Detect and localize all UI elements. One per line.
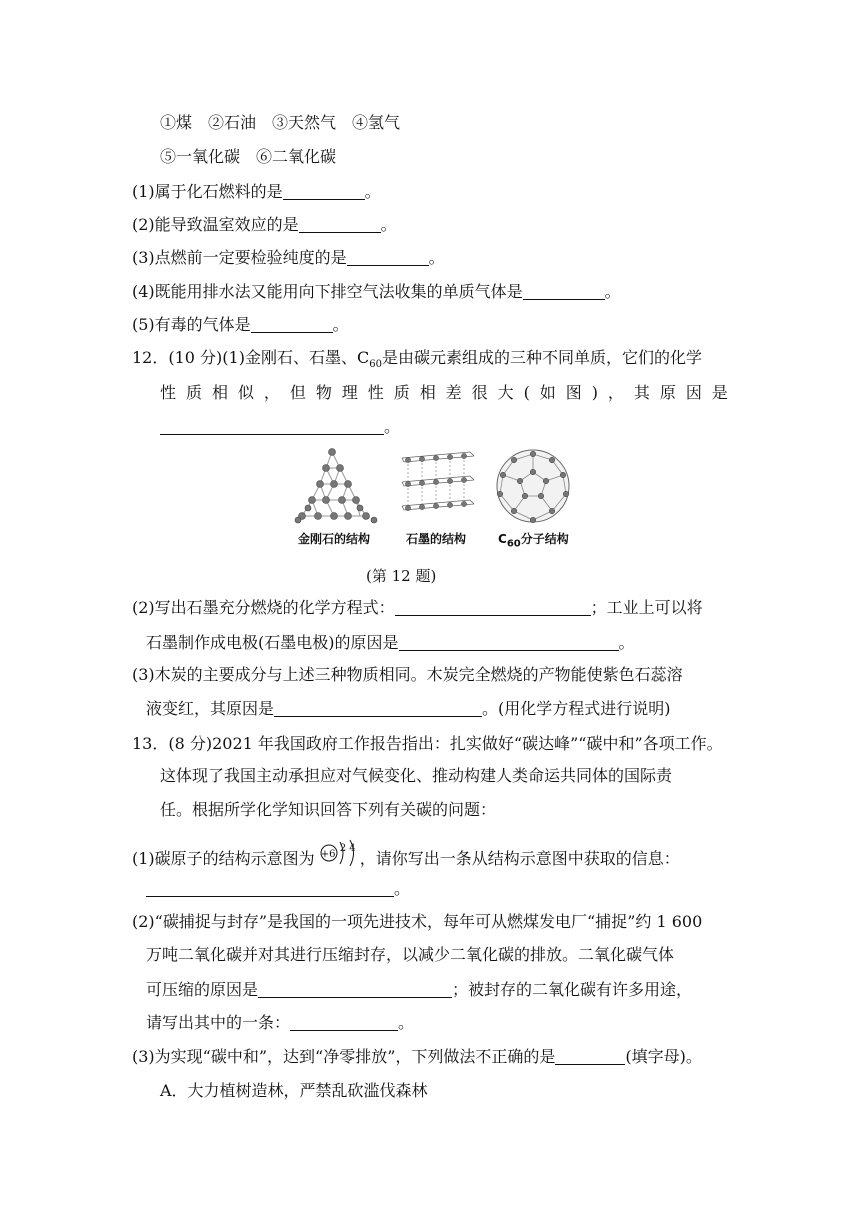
q13-part2-line3 [146, 979, 692, 1001]
q12-line2-char: 理 [341, 383, 358, 402]
answer-blank[interactable] [395, 599, 591, 616]
q11-part3 [132, 247, 445, 269]
q13-part3-a: (3)为实现“碳中和”，达到“净零排放”，下列做法不正确的是 [132, 1047, 556, 1066]
q11-part1 [132, 181, 381, 203]
q12-part3-line2 [146, 698, 671, 720]
q13-line3: 任。根据所学化学知识回答下列有关碳的问题： [160, 800, 497, 819]
atom-structure-diagram [320, 843, 360, 868]
q12-line2-char: ) [591, 383, 598, 402]
q12-line2-char: 但 [289, 383, 306, 402]
q12-part2-c: 石墨制作成电极(石墨电极)的原因是 [146, 633, 399, 652]
electron-shells: 2 4 [339, 843, 356, 854]
q11-part1-text: (1)属于化石燃料的是 [132, 182, 283, 201]
answer-blank[interactable] [274, 700, 482, 717]
q12-part2-a: (2)写出石墨充分燃烧的化学方程式： [132, 598, 395, 617]
q12-line2 [160, 382, 728, 404]
period: 。 [428, 248, 445, 267]
q12-line1-b: 是由碳元素组成的三种不同单质，它们的化学 [381, 348, 702, 367]
q12-line1 [132, 347, 702, 376]
q12-line2-char: 因 [685, 383, 702, 402]
q11-part4-text: (4)既能用排水法又能用向下排空气法收集的单质气体是 [132, 282, 523, 301]
c60-subscript: 60 [369, 359, 382, 371]
q12-line2-char: 质 [185, 383, 202, 402]
q11-part5 [132, 314, 349, 336]
graphite-structure-image [402, 452, 474, 511]
period: 。 [604, 282, 621, 301]
c60-label-text: 分子结构 [520, 532, 569, 546]
q12-line2-char: 物 [315, 383, 332, 402]
period: 。 [394, 879, 411, 898]
options-row-1: ①煤 ②石油 ③天然气 ④氢气 [160, 113, 401, 132]
q12-line2-char: 图 [565, 383, 582, 402]
structures-illustration [290, 448, 580, 528]
q13-part2-c: 可压缩的原因是 [146, 980, 259, 999]
q12-line2-char: ( [523, 383, 530, 402]
q13-line2: 这体现了我国主动承担应对气候变化、推动构建人类命运共同体的国际责 [160, 766, 673, 785]
answer-blank[interactable] [399, 634, 619, 651]
q12-line2-char: ， [263, 383, 280, 402]
q11-part4 [132, 281, 621, 303]
q12-part2-b: ；工业上可以将 [590, 598, 703, 617]
graphite-label: 石墨的结构 [406, 532, 467, 546]
q13-line1: 13．(8 分)2021 年我国政府工作报告指出：扎实做好“碳达峰”“碳中和”各项工作。 [132, 734, 723, 753]
q12-line2-char: 很 [471, 383, 488, 402]
c60-label [498, 530, 569, 549]
q13-part2-e: 请写出其中的一条： [146, 1013, 291, 1032]
period: 。 [380, 215, 397, 234]
answer-blank[interactable] [299, 216, 381, 233]
q12-line3 [160, 416, 400, 438]
q12-line2-char: 相 [211, 383, 228, 402]
diamond-label: 金刚石的结构 [298, 532, 371, 546]
q12-line2-char: 如 [539, 383, 556, 402]
q12-part2-line2 [146, 632, 635, 654]
q12-line2-char: 相 [419, 383, 436, 402]
q12-line1-a: 12．(10 分)(1)金刚石、石墨、C [132, 348, 370, 367]
q13-part1-line2 [146, 878, 410, 900]
q13-part2-line1: (2)“碳捕捉与封存”是我国的一项先进技术，每年可从燃煤发电厂“捕捉”约 1 600 [132, 912, 703, 931]
c60-label-sub: 60 [506, 538, 521, 550]
q12-line2-char: 差 [445, 383, 462, 402]
answer-blank[interactable] [283, 183, 365, 200]
c60-structure-image [497, 450, 569, 523]
figure-caption: (第 12 题) [366, 567, 437, 585]
q12-line2-char: 大 [497, 383, 514, 402]
q12-part3-line1: (3)木炭的主要成分与上述三种物质相同。木炭完全燃烧的产物能使紫色石蕊溶 [132, 665, 683, 684]
c60-label-c: C [498, 532, 507, 546]
q12-line2-char: 质 [393, 383, 410, 402]
q13-part2-d: ；被封存的二氧化碳有许多用途， [452, 980, 693, 999]
q13-part1-b: ，请你写出一条从结构示意图中获取的信息： [359, 849, 680, 868]
q13-part2-line4 [146, 1012, 414, 1034]
q12-part2-line1 [132, 597, 703, 619]
nucleus-charge: +6 [320, 849, 336, 860]
q12-line2-char: 其 [633, 383, 650, 402]
q12-part3-b: 液变红，其原因是 [146, 699, 275, 718]
q12-line2-char: 性 [160, 383, 177, 402]
q12-line2-char: 性 [367, 383, 384, 402]
q12-line2-char: 似 [237, 383, 254, 402]
q13-part1-a: (1)碳原子的结构示意图为 [132, 849, 315, 868]
q12-line2-char: ， [607, 383, 624, 402]
q13-part3-b: (填字母)。 [625, 1047, 702, 1066]
q13-part2-f: 。 [398, 1013, 415, 1032]
answer-blank[interactable] [146, 880, 394, 897]
q12-line2-char: 原 [659, 383, 676, 402]
answer-blank[interactable] [258, 981, 452, 998]
answer-blank[interactable] [251, 316, 333, 333]
answer-blank[interactable] [523, 283, 605, 300]
q11-part2 [132, 214, 397, 236]
answer-blank[interactable] [290, 1014, 398, 1031]
answer-blank[interactable] [555, 1048, 625, 1065]
answer-blank[interactable] [347, 249, 429, 266]
period: 。 [332, 315, 349, 334]
options-row-2: ⑤一氧化碳 ⑥二氧化碳 [160, 147, 337, 166]
q13-part3-line1 [132, 1046, 702, 1068]
q13-option-a[interactable]: A．大力植树造林，严禁乱砍滥伐森林 [160, 1081, 428, 1100]
q11-part5-text: (5)有毒的气体是 [132, 315, 251, 334]
q12-part3-c: 。(用化学方程式进行说明) [482, 699, 671, 718]
q12-part2-d: 。 [618, 633, 635, 652]
period: 。 [384, 417, 401, 436]
q12-line2-char: 是 [711, 383, 728, 402]
answer-blank[interactable] [160, 418, 384, 435]
carbon-structures-figure [290, 448, 580, 553]
diamond-structure-image [295, 449, 377, 524]
q11-part3-text: (3)点燃前一定要检验纯度的是 [132, 248, 347, 267]
q13-part1-line1 [132, 843, 680, 870]
q11-part2-text: (2)能导致温室效应的是 [132, 215, 299, 234]
q13-part2-line2: 万吨二氧化碳并对其进行压缩封存，以减少二氧化碳的排放。二氧化碳气体 [146, 945, 675, 964]
period: 。 [364, 182, 381, 201]
